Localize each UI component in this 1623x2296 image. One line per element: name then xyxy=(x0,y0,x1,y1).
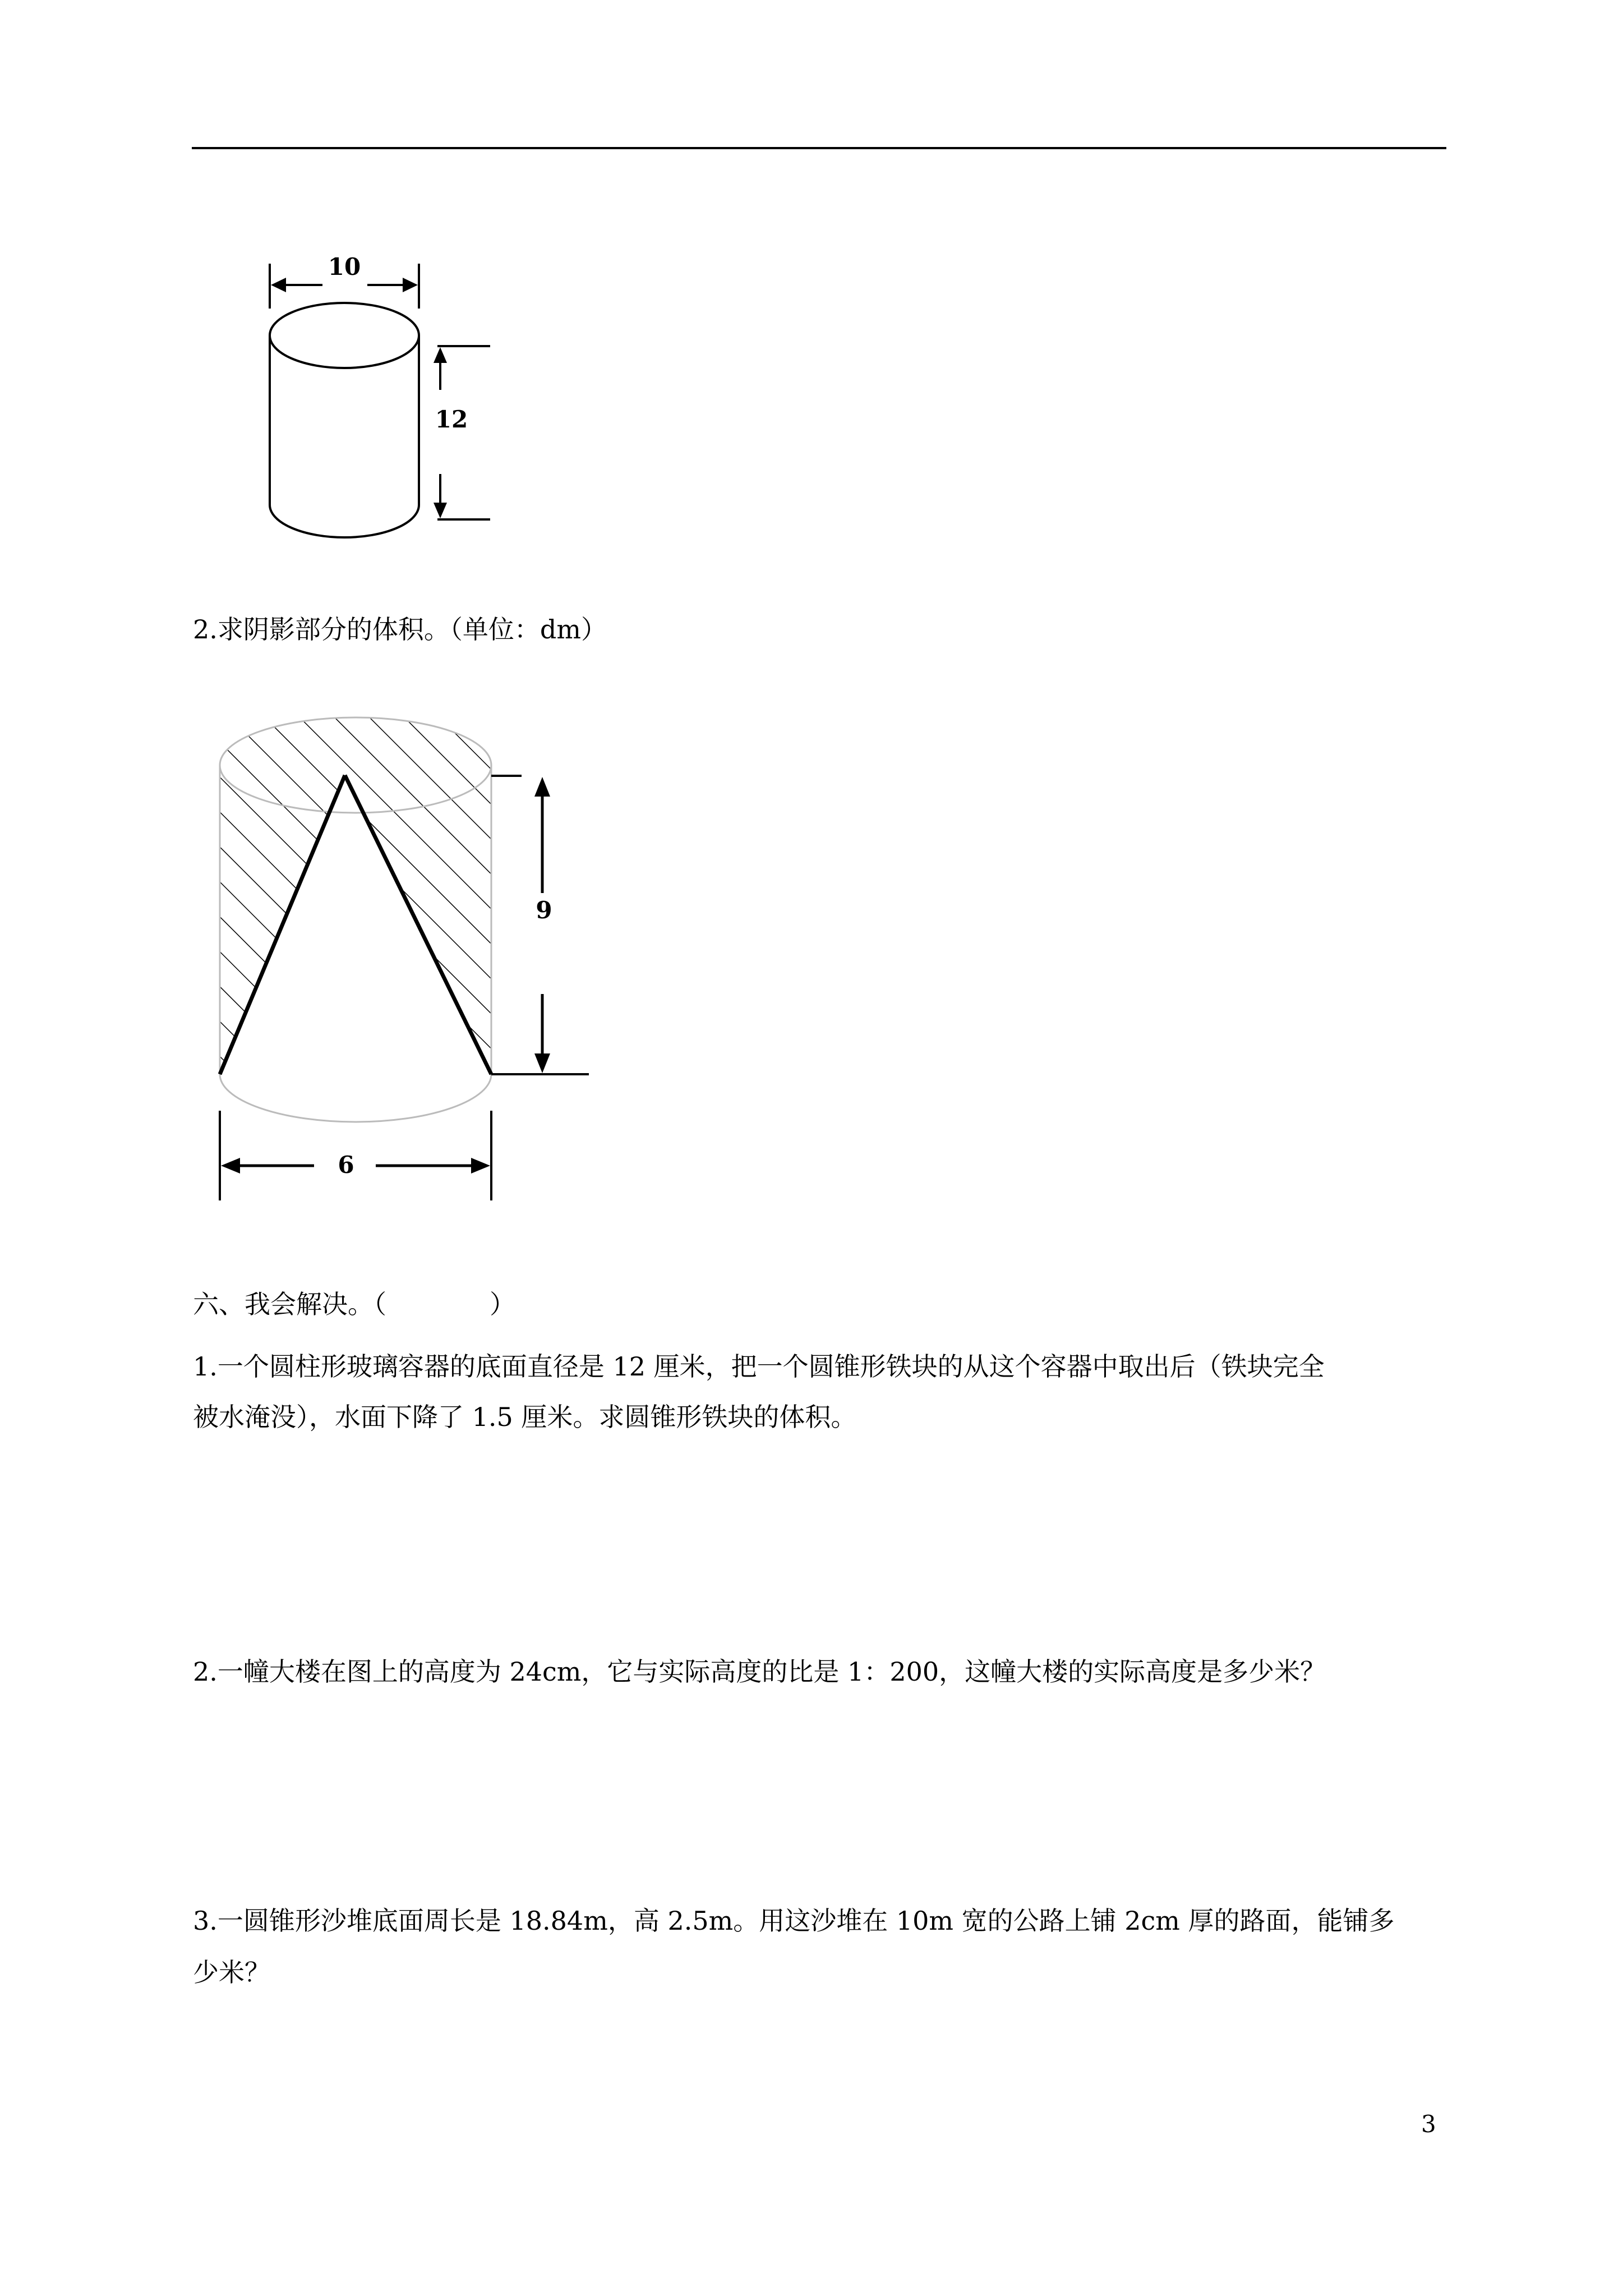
outer-cylinder-bottom-front xyxy=(220,1074,491,1122)
cylinder-figure xyxy=(247,247,516,572)
page-number: 3 xyxy=(1421,2110,1436,2138)
shaded-region xyxy=(208,696,510,1088)
cylinder-height-label: 12 xyxy=(435,406,468,433)
question-6-1-line1: 1.一个圆柱形玻璃容器的底面直径是 12 厘米，把一个圆锥形铁块的从这个容器中取出后（铁块完全 xyxy=(193,1351,1325,1382)
cone-in-cylinder-figure xyxy=(208,696,611,1212)
header-rule xyxy=(192,147,1446,149)
question-6-2: 2.一幢大楼在图上的高度为 24cm，它与实际高度的比是 1：200，这幢大楼的实际高度是多少米？ xyxy=(193,1657,1326,1687)
cylinder-bottom xyxy=(270,505,419,537)
cylinder-top xyxy=(270,303,419,368)
cylinder-diameter-label-2: 6 xyxy=(338,1151,354,1179)
question-6-3-line2: 少米？ xyxy=(193,1957,270,1987)
question-6-3-line1: 3.一圆锥形沙堆底面周长是 18.84m，高 2.5m。用这沙堆在 10m 宽的公路上铺 2cm 厚的路面，能铺多 xyxy=(193,1906,1395,1936)
question-6-1-line2: 被水淹没），水面下降了 1.5 厘米。求圆锥形铁块的体积。 xyxy=(193,1402,857,1432)
cone-height-label: 9 xyxy=(536,896,552,924)
section-6-title: 六、我会解决。（ ） xyxy=(193,1289,515,1319)
cylinder-diameter-label: 10 xyxy=(328,253,361,280)
question-2-shaded-volume: 2.求阴影部分的体积。（单位：dm） xyxy=(193,614,607,645)
